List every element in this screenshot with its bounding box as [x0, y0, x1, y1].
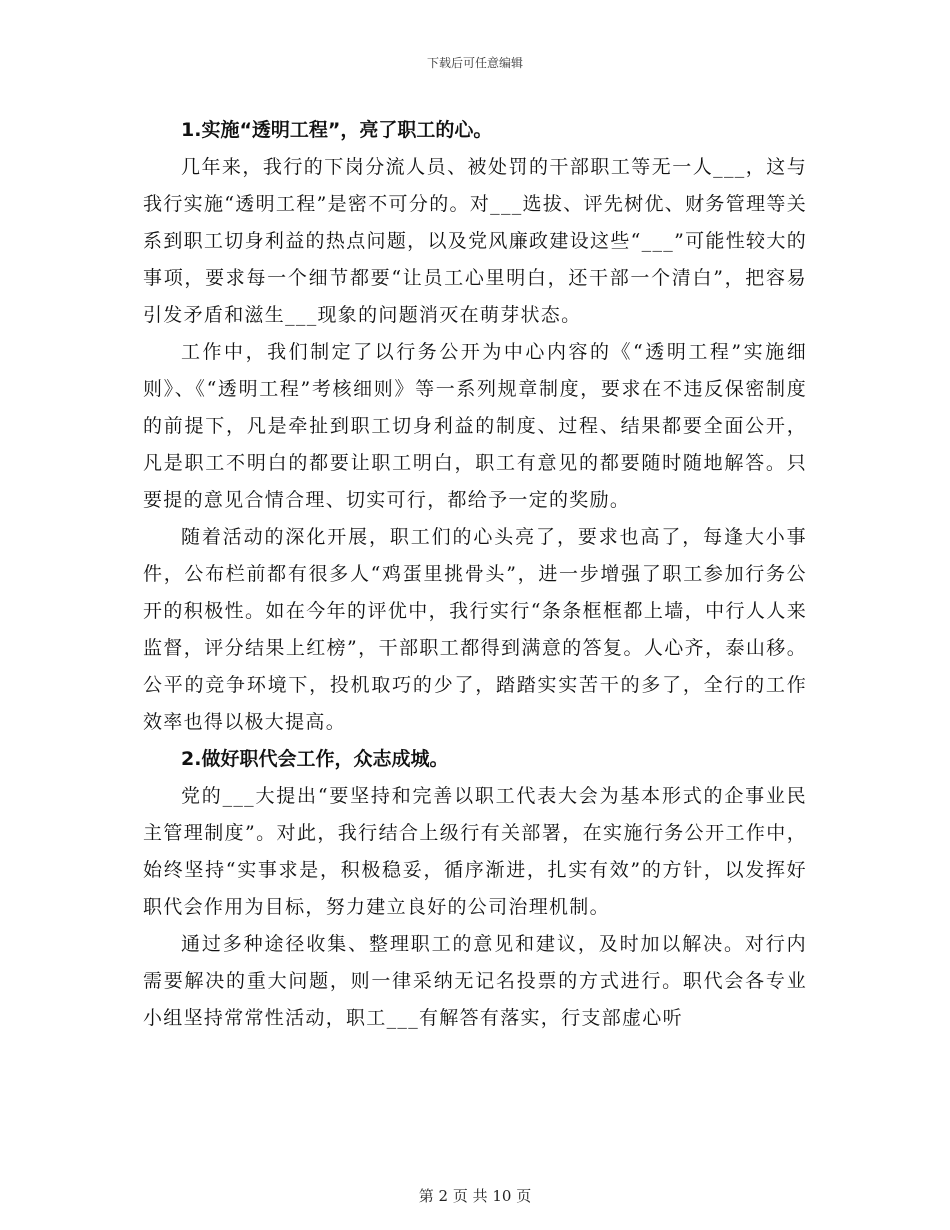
paragraph: 通过多种途径收集、整理职工的意见和建议，及时加以解决。对行内需要解决的重大问题，则一律采纳无记名投票的方式进行。职代会各专业小组坚持常常性活动，职工___有解答有落实，行支部虚心听: [143, 933, 807, 1029]
document-body: [143, 112, 807, 1037]
page-number: 第 2 页 共 10 页: [418, 1187, 532, 1205]
page-header-note: 下载后可任意编辑: [426, 56, 523, 70]
paragraph: 随着活动的深化开展，职工们的心头亮了，要求也高了，每逢大小事件，公布栏前都有很多人“鸡蛋里挑骨头”，进一步增强了职工参加行务公开的积极性。如在今年的评优中，我行实行“条条框框都上墙，中行人人来监督，评分结果上红榜”，干部职工都得到满意的答复。人心齐，泰山移。公平的竞争环境下，投机取巧的少了，踏踏实实苦干的多了，全行的工作效率也得以极大提高。: [143, 526, 807, 733]
paragraph: 工作中，我们制定了以行务公开为中心内容的《“透明工程”实施细则》、《“透明工程”考核细则》等一系列规章制度，要求在不违反保密制度的前提下，凡是牵扯到职工切身利益的制度、过程、结果都要全面公开，凡是职工不明白的都要让职工明白，职工有意见的都要随时随地解答。只要提的意见合情合理、切实可行，都给予一定的奖励。: [143, 341, 807, 511]
paragraph: 几年来，我行的下岗分流人员、被处罚的干部职工等无一人___，这与我行实施“透明工程”是密不可分的。对___选拔、评先树优、财务管理等关系到职工切身利益的热点问题，以及党风廉政建设这些“___”可能性较大的事项，要求每一个细节都要“让员工心里明白，还干部一个清白”，把容易引发矛盾和滋生___现象的问题消灭在萌芽状态。: [143, 156, 807, 326]
section-heading-1: 1.实施“透明工程”，亮了职工的心。: [181, 119, 493, 141]
paragraph: 党的___大提出“要坚持和完善以职工代表大会为基本形式的企事业民主管理制度”。对此，我行结合上级行有关部署，在实施行务公开工作中，始终坚持“实事求是，积极稳妥，循序渐进，扎实有效”的方针，以发挥好职代会作用为目标，努力建立良好的公司治理机制。: [143, 785, 807, 918]
section-heading-2: 2.做好职代会工作，众志成城。: [181, 748, 449, 770]
